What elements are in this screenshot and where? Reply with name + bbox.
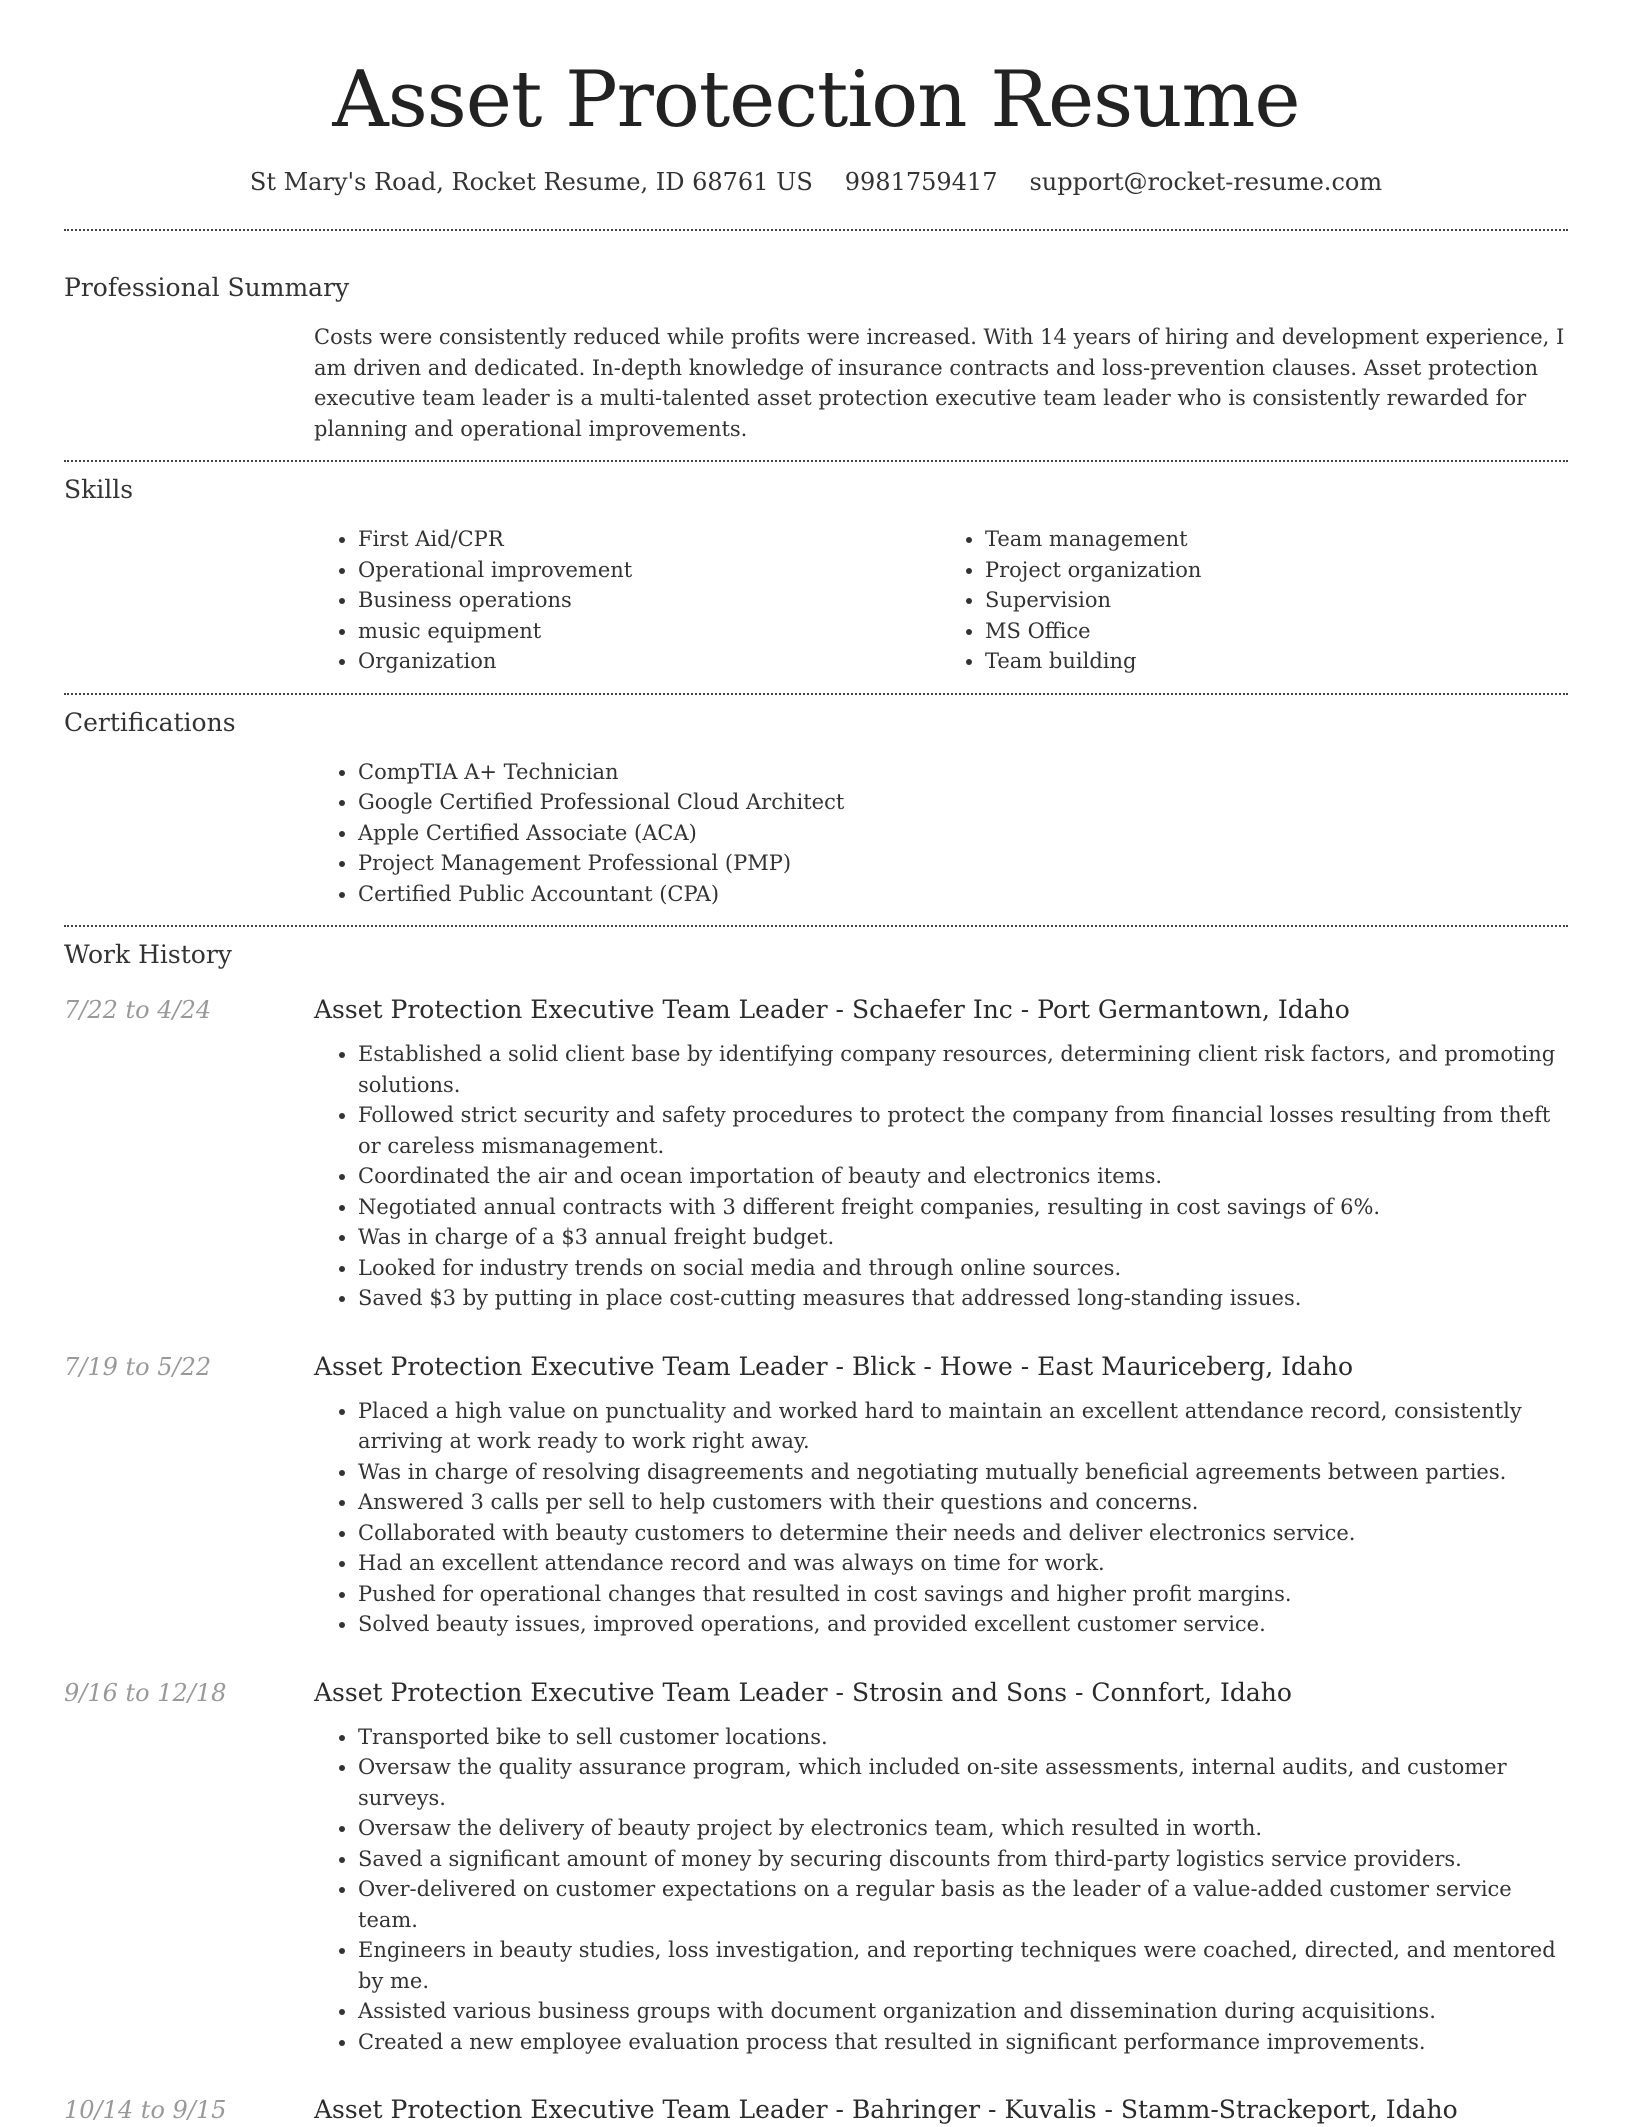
- job-dates: 7/19 to 5/22: [64, 1352, 212, 1381]
- job-bullets: [314, 1039, 1568, 1314]
- job-bullet: • Had an excellent attendance record and was always on time for work.: [358, 1548, 1568, 1579]
- divider: [64, 460, 1568, 462]
- job-title: Asset Protection Executive Team Leader - Strosin and Sons - Connfort, Idaho: [314, 1677, 1292, 1707]
- job-bullet: • Answered 3 calls per sell to help customers with their questions and concerns.: [358, 1487, 1568, 1518]
- resume-header: [0, 0, 1632, 196]
- certifications-content: [314, 757, 1568, 910]
- skills-list-left: [314, 524, 941, 677]
- job-entry: [64, 993, 1568, 1314]
- summary-content: [314, 322, 1568, 444]
- skill-item: • Team management: [985, 524, 1568, 555]
- job-dates: 10/14 to 9/15: [64, 2096, 227, 2124]
- job-bullet: • Collaborated with beauty customers to determine their needs and deliver electronics service.: [358, 1518, 1568, 1549]
- skills-section: [64, 472, 1568, 677]
- job-title: Asset Protection Executive Team Leader - Blick - Howe - East Mauriceberg, Idaho: [314, 1351, 1354, 1381]
- job-bullet: • Looked for industry trends on social media and through online sources.: [358, 1253, 1568, 1284]
- certification-item: • Google Certified Professional Cloud Architect: [358, 787, 1568, 818]
- work-heading: Work History: [64, 940, 232, 969]
- certification-item: • Project Management Professional (PMP): [358, 848, 1568, 879]
- job-bullets: [314, 1722, 1568, 2058]
- skills-heading: Skills: [64, 475, 134, 504]
- job-title: Asset Protection Executive Team Leader - Schaefer Inc - Port Germantown, Idaho: [314, 995, 1350, 1024]
- skill-item: • Project organization: [985, 555, 1568, 586]
- job-entry: [64, 1350, 1568, 1640]
- skills-list-right: [941, 524, 1568, 677]
- job-bullet: • Oversaw the quality assurance program, which included on-site assessments, internal audits, and customer surveys.: [358, 1752, 1568, 1813]
- job-bullet: • Oversaw the delivery of beauty project by electronics team, which resulted in worth.: [358, 1813, 1568, 1844]
- job-bullet: • Assisted various business groups with document organization and dissemination during acquisitions.: [358, 1996, 1568, 2027]
- job-entry: [64, 1676, 1568, 2058]
- contact-email: support@rocket-resume.com: [1029, 168, 1383, 196]
- skills-grid: [314, 524, 1568, 677]
- job-dates: 9/16 to 12/18: [64, 1678, 227, 1707]
- job-bullet: • Over-delivered on customer expectations on a regular basis as the leader of a value-added customer service team.: [358, 1874, 1568, 1935]
- skill-item: • Organization: [358, 646, 941, 677]
- job-body: [314, 1676, 1568, 2058]
- summary-section: [64, 270, 1568, 444]
- skill-item: • First Aid/CPR: [358, 524, 941, 555]
- job-bullet: • Saved a significant amount of money by securing discounts from third-party logistics service providers.: [358, 1844, 1568, 1875]
- contact-line: [0, 168, 1632, 196]
- certification-item: • Certified Public Accountant (CPA): [358, 879, 1568, 910]
- job-bullet: • Negotiated annual contracts with 3 different freight companies, resulting in cost savings of 6%.: [358, 1192, 1568, 1223]
- job-dates: 7/22 to 4/24: [64, 996, 212, 1024]
- summary-heading: Professional Summary: [64, 273, 350, 302]
- certifications-heading: Certifications: [64, 707, 236, 737]
- contact-phone: 9981759417: [844, 168, 998, 196]
- skill-item: • Team building: [985, 646, 1568, 677]
- divider: [64, 229, 1568, 231]
- job-bullet: • Engineers in beauty studies, loss investigation, and reporting techniques were coached, directed, and mentored by me.: [358, 1935, 1568, 1996]
- certifications-section: [64, 705, 1568, 910]
- job-bullet: • Established a solid client base by identifying company resources, determining client risk factors, and promoting solutions.: [358, 1039, 1568, 1100]
- job-bullet: • Placed a high value on punctuality and worked hard to maintain an excellent attendance record, consistently arriving at work ready to work right away.: [358, 1396, 1568, 1457]
- job-bullet: • Transported bike to sell customer locations.: [358, 1722, 1568, 1753]
- skill-item: • Operational improvement: [358, 555, 941, 586]
- skill-item: • MS Office: [985, 616, 1568, 647]
- certifications-list: [314, 757, 1568, 910]
- job-bullet: • Was in charge of a $3 annual freight budget.: [358, 1222, 1568, 1253]
- contact-address: St Mary's Road, Rocket Resume, ID 68761 US: [249, 168, 813, 196]
- job-bullet: • Created a new employee evaluation process that resulted in significant performance improvements.: [358, 2027, 1568, 2058]
- job-bullet: • Coordinated the air and ocean importation of beauty and electronics items.: [358, 1161, 1568, 1192]
- divider: [64, 693, 1568, 695]
- job-bullet: • Saved $3 by putting in place cost-cutting measures that addressed long-standing issues.: [358, 1283, 1568, 1314]
- resume-title: Asset Protection Resume: [332, 55, 1300, 145]
- skill-item: • music equipment: [358, 616, 941, 647]
- job-bullets: [314, 1396, 1568, 1640]
- job-bullet: • Solved beauty issues, improved operations, and provided excellent customer service.: [358, 1609, 1568, 1640]
- job-body: [314, 993, 1568, 1314]
- summary-text: Costs were consistently reduced while profits were increased. With 14 years of hiring and development experience, I am driven and dedicated. In-depth knowledge of insurance contracts and loss-prevention clauses. Asset protection executive team leader is a multi-talented asset protection executive team leader who is consistently rewarded for planning and operational improvements.: [314, 325, 1565, 441]
- job-bullet: • Was in charge of resolving disagreements and negotiating mutually beneficial agreements between parties.: [358, 1457, 1568, 1488]
- skill-item: • Supervision: [985, 585, 1568, 616]
- job-body: [314, 1350, 1568, 1640]
- certification-item: • CompTIA A+ Technician: [358, 757, 1568, 788]
- divider: [64, 925, 1568, 927]
- skill-item: • Business operations: [358, 585, 941, 616]
- certification-item: • Apple Certified Associate (ACA): [358, 818, 1568, 849]
- job-title: Asset Protection Executive Team Leader - Bahringer - Kuvalis - Stamm-Strackeport, Idaho: [314, 2095, 1458, 2124]
- job-bullet: • Followed strict security and safety procedures to protect the company from financial losses resulting from theft or careless mismanagement.: [358, 1100, 1568, 1161]
- job-bullet: • Pushed for operational changes that resulted in cost savings and higher profit margins.: [358, 1579, 1568, 1610]
- job-body: [314, 2093, 1568, 2127]
- work-section: [64, 937, 1568, 973]
- job-entry: [64, 2093, 1568, 2127]
